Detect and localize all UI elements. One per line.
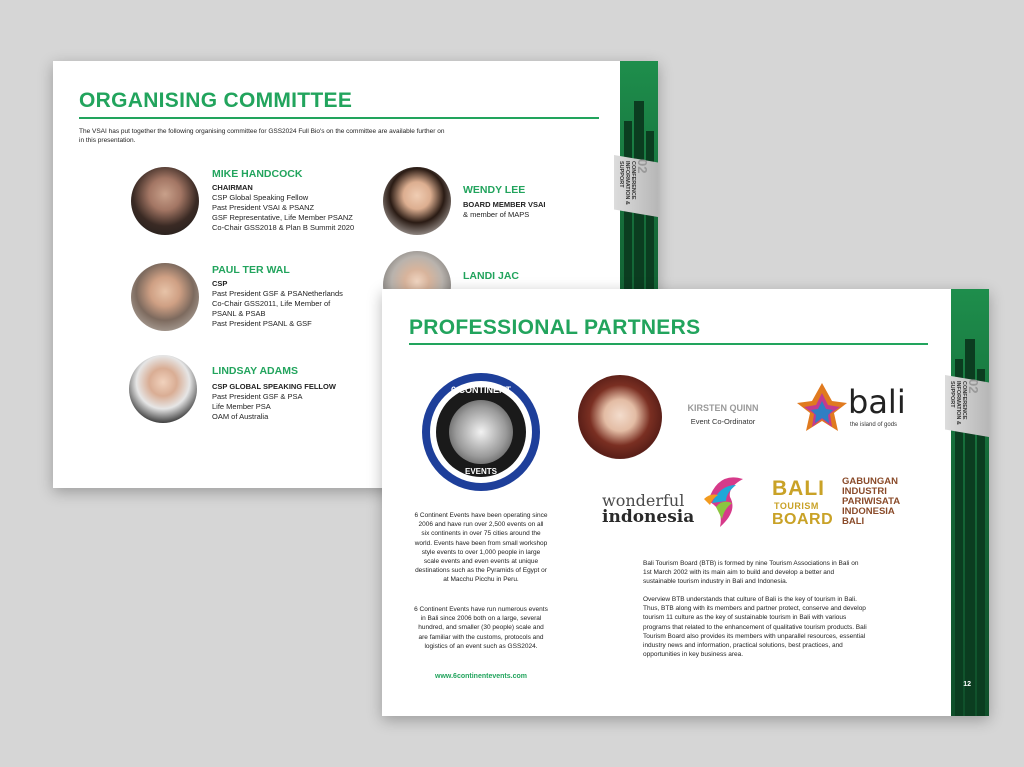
member-line: & member of MAPS [463, 210, 530, 219]
member-name: PAUL TER WAL [212, 264, 290, 276]
btb-right-line: INDUSTRI [842, 486, 887, 497]
member-line: CSP Global Speaking Fellow [212, 193, 309, 202]
bali-word: bali [848, 383, 906, 421]
section-number: 02 [966, 379, 981, 394]
avatar-wendy-lee [383, 167, 451, 235]
member-line: Past President GSF & PSA [212, 392, 303, 401]
logo-top-text: 6 CONTINENT [450, 385, 511, 395]
page-title: ORGANISING COMMITTEE [79, 89, 353, 112]
wonderful-line1: wonderful [602, 491, 685, 510]
btb-overview: Overview BTB understands that culture of Bali is the key of tourism in Bali. Thus, BTB along with its members and partner protect, conserve and develop tourism 11 culture as the key of sustainable tourism in Bali with various programs that related to the enhancement of qualitative tourism products. Bali Tourism Board also provides its members with unparallel resources, essential industry news and information, practical solutions, best practices, and opportunities in key business area. [643, 596, 867, 659]
btb-description: Bali Tourism Board (BTB) is formed by nine Tourism Associations in Bali on 1st March 2002 with its main aim to build and develop a better and sustainable tourism industry in Bali and Indonesia. [643, 560, 859, 586]
member-role: BOARD MEMBER VSAI [463, 200, 546, 209]
continent-website-link[interactable]: www.6continentevents.com [435, 673, 527, 680]
sidebar-decoration [951, 289, 989, 716]
member-name: LINDSAY ADAMS [212, 365, 298, 377]
member-line: OAM of Australia [212, 412, 269, 421]
wonderful-line2: indonesia [602, 507, 695, 527]
avatar-paul-ter-wal [131, 263, 199, 331]
member-name: WENDY LEE [463, 184, 526, 196]
continent-description: 6 Continent Events have been operating since 2006 and have run over 2,500 events on all six continents in over 75 cities around the world. Events have been from small workshop style events to over 1,000 people in large scale events and even events at unique destinations such as the Pyramids of Egypt or at Macchu Picchu in Peru. [414, 512, 548, 584]
member-line: Past President PSANL & GSF [212, 319, 312, 328]
page-title: PROFESSIONAL PARTNERS [409, 316, 701, 339]
member-line: Past President VSAI & PSANZ [212, 203, 315, 212]
btb-line3: BOARD [772, 511, 834, 528]
btb-right-line: GABUNGAN [842, 476, 898, 487]
btb-right-line: PARIWISATA [842, 496, 901, 507]
avatar-lindsay-adams [129, 355, 197, 423]
member-details [212, 279, 343, 329]
btb-right-line: INDONESIA [842, 506, 895, 517]
intro-text: The VSAI has put together the following organising committee for GSS2024 Full Bio's on the committee are available further on in this presentation. [79, 128, 445, 144]
bali-tagline: the island of gods [850, 422, 898, 428]
section-label: CONFERENCE INFORMATION & SUPPORT [949, 381, 967, 425]
member-details [212, 183, 354, 233]
section-number: 02 [635, 159, 650, 174]
title-rule [79, 117, 599, 119]
avatar-mike-handcock [131, 167, 199, 235]
member-line: Co-Chair GSS2018 & Plan B Summit 2020 [212, 223, 355, 232]
garuda-bird-icon [698, 471, 748, 531]
member-line: Co-Chair GSS2011, Life Member of [212, 299, 331, 308]
btb-line2: TOURISM [774, 501, 819, 511]
section-label: CONFERENCE INFORMATION & SUPPORT [618, 161, 636, 205]
member-name: MIKE HANDCOCK [212, 168, 303, 180]
contact-name: KIRSTEN QUINN [687, 403, 759, 413]
member-role: CSP GLOBAL SPEAKING FELLOW [212, 382, 336, 391]
member-role: CSP [212, 279, 228, 288]
contact-role: Event Co-Ordinator [690, 417, 756, 426]
logo-bottom-text: EVENTS [464, 467, 497, 476]
member-line: Past President GSF & PSANetherlands [212, 289, 343, 298]
member-details [212, 382, 336, 422]
professional-partners-page [382, 289, 989, 716]
page-number: 12 [963, 681, 971, 688]
member-line: PSANL & PSAB [212, 309, 266, 318]
member-name: LANDI JAC [463, 270, 520, 282]
avatar-kirsten-quinn [578, 375, 662, 459]
title-rule [409, 343, 928, 345]
btb-right-text [842, 477, 900, 527]
continent-description-2: 6 Continent Events have run numerous events in Bali since 2006 both on a large, several hundred, and smaller (30 people) scale and are familiar with the customs, protocols and logistics of an event such as GSS2024. [414, 606, 548, 650]
bali-logo [792, 381, 912, 441]
btb-right-line: BALI [842, 516, 865, 527]
member-line: Life Member PSA [212, 402, 271, 411]
bali-bird-icon [792, 381, 852, 437]
member-line: GSF Representative, Life Member PSANZ [212, 213, 353, 222]
six-continent-logo [422, 373, 540, 491]
member-role: CHAIRMAN [212, 183, 253, 192]
bali-tourism-board-logo [772, 477, 922, 533]
wonderful-indonesia-logo [600, 471, 750, 535]
btb-line1: BALI [772, 477, 825, 500]
member-details [463, 200, 546, 220]
